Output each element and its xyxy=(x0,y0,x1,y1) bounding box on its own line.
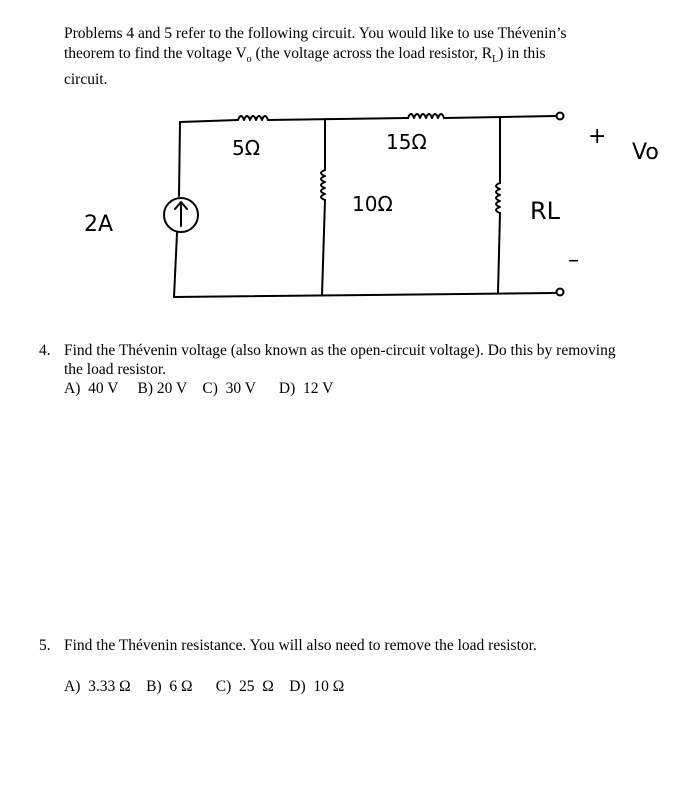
question-5-text: Find the Thévenin resistance. You will also need to remove the load resistor. xyxy=(64,637,537,654)
label-15-ohm: 15Ω xyxy=(386,130,427,154)
rl-wire-bottom xyxy=(498,213,500,293)
terminal-bottom xyxy=(557,289,564,296)
question-5-number: 5. xyxy=(39,637,51,654)
terminal-top xyxy=(557,113,564,120)
question-5-choices: A) 3.33 Ω B) 6 Ω C) 25 Ω D) 10 Ω xyxy=(64,678,345,695)
label-plus: + xyxy=(588,124,607,149)
source-arrow xyxy=(175,202,187,226)
resistor-15-ohm xyxy=(408,114,444,118)
circuit-diagram xyxy=(60,95,680,310)
resistor-rl xyxy=(496,183,500,213)
question-4 xyxy=(39,341,624,398)
resistor-5-ohm xyxy=(238,116,268,120)
rl-subscript: L xyxy=(492,54,499,66)
resistor-10-ohm xyxy=(321,170,325,200)
intro-line-3: circuit. xyxy=(64,71,108,89)
question-4-number: 4. xyxy=(39,342,51,359)
question-4-choices: A) 40 V B) 20 V C) 30 V D) 12 V xyxy=(64,380,334,397)
intro-line-2-middle: (the voltage across the load resistor, R xyxy=(251,45,493,62)
question-5 xyxy=(39,636,624,696)
vo-subscript: o xyxy=(246,54,252,66)
question-4-text: Find the Thévenin voltage (also known as the open-circuit voltage). Do this by removing the load resistor. xyxy=(64,342,616,378)
intro-line-2-end: ) in this xyxy=(498,45,546,62)
mid-wire-bottom xyxy=(322,200,325,295)
top-wire-left xyxy=(180,120,238,122)
left-wire-lower xyxy=(174,233,177,297)
intro-line-2 xyxy=(64,44,644,70)
intro-paragraph xyxy=(64,24,644,90)
top-wire-mid xyxy=(268,118,408,120)
label-2a: 2A xyxy=(84,212,114,237)
left-wire xyxy=(179,122,180,196)
label-minus: – xyxy=(568,248,579,273)
label-10-ohm: 10Ω xyxy=(352,192,393,216)
intro-line-2-start: theorem to find the voltage V xyxy=(64,45,247,62)
label-5-ohm: 5Ω xyxy=(232,136,261,160)
label-vo: Vo xyxy=(632,140,659,165)
label-rl: RL xyxy=(530,197,561,225)
intro-line-1: Problems 4 and 5 refer to the following circuit. You would like to use Thévenin’s xyxy=(64,25,567,42)
